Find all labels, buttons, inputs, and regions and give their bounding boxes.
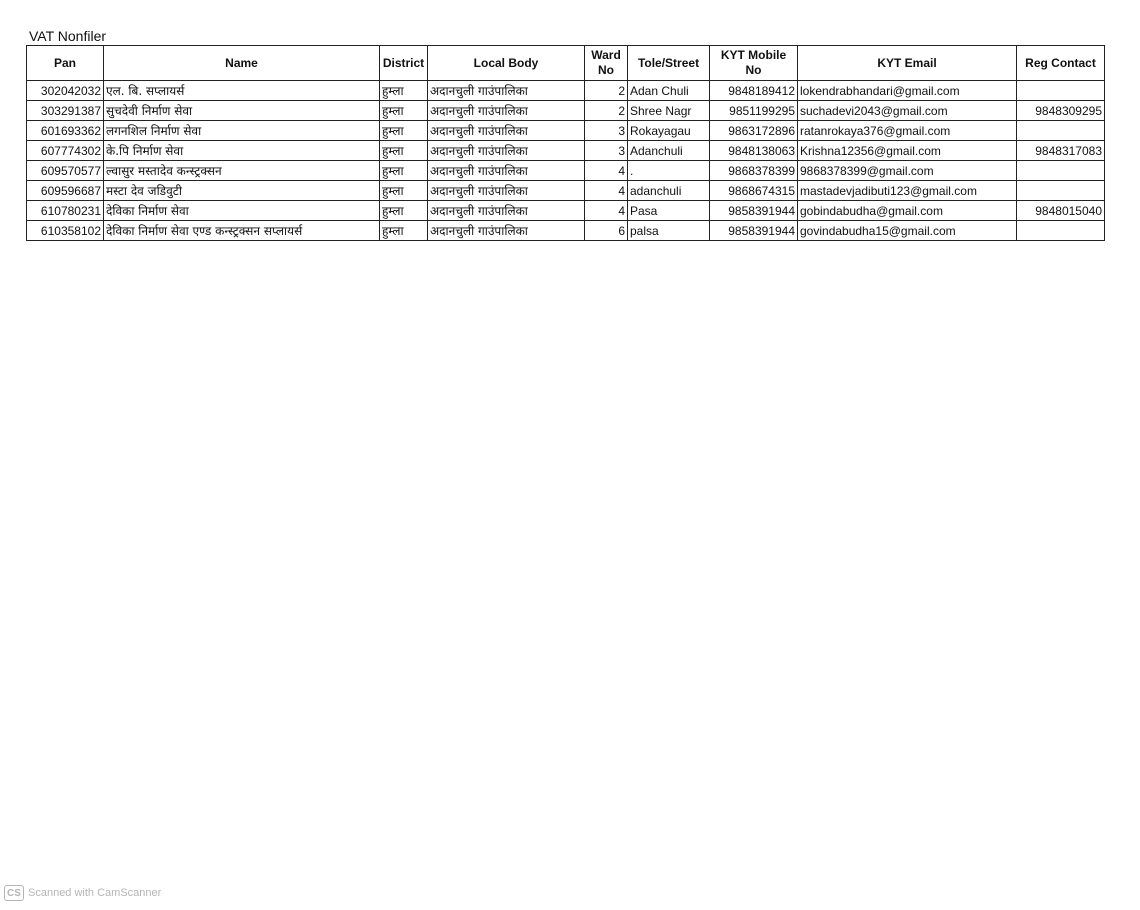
reg-contact-cell	[1017, 121, 1105, 141]
district-cell: हुम्ला	[380, 121, 428, 141]
header-kyt-email: KYT Email	[798, 46, 1017, 81]
ward-no-cell: 3	[585, 141, 628, 161]
kyt-mobile-cell: 9858391944	[710, 221, 798, 241]
reg-contact-cell	[1017, 81, 1105, 101]
table-row	[27, 81, 1105, 101]
kyt-mobile-cell: 9848189412	[710, 81, 798, 101]
kyt-email-cell: mastadevjadibuti123@gmail.com	[798, 181, 1017, 201]
name-cell: लगनशिल निर्माण सेवा	[104, 121, 380, 141]
district-cell: हुम्ला	[380, 161, 428, 181]
pan-cell: 609596687	[27, 181, 104, 201]
header-tole-street: Tole/Street	[628, 46, 710, 81]
kyt-mobile-cell: 9848138063	[710, 141, 798, 161]
table-row	[27, 101, 1105, 121]
table-row	[27, 181, 1105, 201]
local-body-cell: अदानचुली गाउंपालिका	[428, 101, 585, 121]
ward-no-cell: 4	[585, 181, 628, 201]
table-row	[27, 121, 1105, 141]
ward-no-cell: 2	[585, 81, 628, 101]
kyt-email-cell: govindabudha15@gmail.com	[798, 221, 1017, 241]
table-row	[27, 221, 1105, 241]
tole-street-cell: Adanchuli	[628, 141, 710, 161]
header-name: Name	[104, 46, 380, 81]
pan-cell: 302042032	[27, 81, 104, 101]
district-cell: हुम्ला	[380, 201, 428, 221]
local-body-cell: अदानचुली गाउंपालिका	[428, 121, 585, 141]
district-cell: हुम्ला	[380, 181, 428, 201]
ward-no-cell: 4	[585, 201, 628, 221]
pan-cell: 610358102	[27, 221, 104, 241]
header-pan: Pan	[27, 46, 104, 81]
header-kyt-mobile: KYT Mobile No	[710, 46, 798, 81]
kyt-email-cell: 9868378399@gmail.com	[798, 161, 1017, 181]
ward-no-cell: 2	[585, 101, 628, 121]
kyt-mobile-cell: 9868674315	[710, 181, 798, 201]
tole-street-cell: Adan Chuli	[628, 81, 710, 101]
name-cell: सुचदेवी निर्माण सेवा	[104, 101, 380, 121]
pan-cell: 607774302	[27, 141, 104, 161]
name-cell: मस्टा देव जडिवुटी	[104, 181, 380, 201]
tole-street-cell: Shree Nagr	[628, 101, 710, 121]
name-cell: ल्वासुर मस्तादेव कन्स्ट्रक्सन	[104, 161, 380, 181]
ward-no-cell: 6	[585, 221, 628, 241]
header-reg-contact: Reg Contact	[1017, 46, 1105, 81]
table-row	[27, 161, 1105, 181]
pan-cell: 303291387	[27, 101, 104, 121]
name-cell: देविका निर्माण सेवा	[104, 201, 380, 221]
reg-contact-cell	[1017, 161, 1105, 181]
pan-cell: 609570577	[27, 161, 104, 181]
kyt-email-cell: Krishna12356@gmail.com	[798, 141, 1017, 161]
reg-contact-cell: 9848309295	[1017, 101, 1105, 121]
table-row	[27, 201, 1105, 221]
header-district: District	[380, 46, 428, 81]
tole-street-cell: .	[628, 161, 710, 181]
local-body-cell: अदानचुली गाउंपालिका	[428, 181, 585, 201]
kyt-mobile-cell: 9851199295	[710, 101, 798, 121]
district-cell: हुम्ला	[380, 101, 428, 121]
tole-street-cell: Pasa	[628, 201, 710, 221]
local-body-cell: अदानचुली गाउंपालिका	[428, 161, 585, 181]
kyt-email-cell: ratanrokaya376@gmail.com	[798, 121, 1017, 141]
reg-contact-cell: 9848317083	[1017, 141, 1105, 161]
name-cell: एल. बि. सप्लायर्स	[104, 81, 380, 101]
reg-contact-cell	[1017, 181, 1105, 201]
pan-cell: 610780231	[27, 201, 104, 221]
ward-no-cell: 4	[585, 161, 628, 181]
tole-street-cell: Rokayagau	[628, 121, 710, 141]
vat-nonfiler-table	[26, 45, 1105, 241]
local-body-cell: अदानचुली गाउंपालिका	[428, 81, 585, 101]
kyt-mobile-cell: 9868378399	[710, 161, 798, 181]
kyt-email-cell: suchadevi2043@gmail.com	[798, 101, 1017, 121]
tole-street-cell: adanchuli	[628, 181, 710, 201]
local-body-cell: अदानचुली गाउंपालिका	[428, 201, 585, 221]
scanner-watermark	[4, 885, 161, 901]
reg-contact-cell: 9848015040	[1017, 201, 1105, 221]
watermark-text: Scanned with CamScanner	[28, 887, 162, 899]
kyt-mobile-cell: 9858391944	[710, 201, 798, 221]
tole-street-cell: palsa	[628, 221, 710, 241]
kyt-mobile-cell: 9863172896	[710, 121, 798, 141]
table-header-row	[27, 46, 1105, 81]
local-body-cell: अदानचुली गाउंपालिका	[428, 141, 585, 161]
district-cell: हुम्ला	[380, 221, 428, 241]
header-local-body: Local Body	[428, 46, 585, 81]
kyt-email-cell: lokendrabhandari@gmail.com	[798, 81, 1017, 101]
district-cell: हुम्ला	[380, 81, 428, 101]
local-body-cell: अदानचुली गाउंपालिका	[428, 221, 585, 241]
ward-no-cell: 3	[585, 121, 628, 141]
name-cell: के.पि निर्माण सेवा	[104, 141, 380, 161]
header-ward-no: Ward No	[585, 46, 628, 81]
camscanner-icon: CS	[4, 885, 24, 901]
table-row	[27, 141, 1105, 161]
kyt-email-cell: gobindabudha@gmail.com	[798, 201, 1017, 221]
name-cell: देविका निर्माण सेवा एण्ड कन्स्ट्रक्सन सप्लायर्स	[104, 221, 380, 241]
pan-cell: 601693362	[27, 121, 104, 141]
district-cell: हुम्ला	[380, 141, 428, 161]
document-title: VAT Nonfiler	[29, 28, 107, 44]
reg-contact-cell	[1017, 221, 1105, 241]
